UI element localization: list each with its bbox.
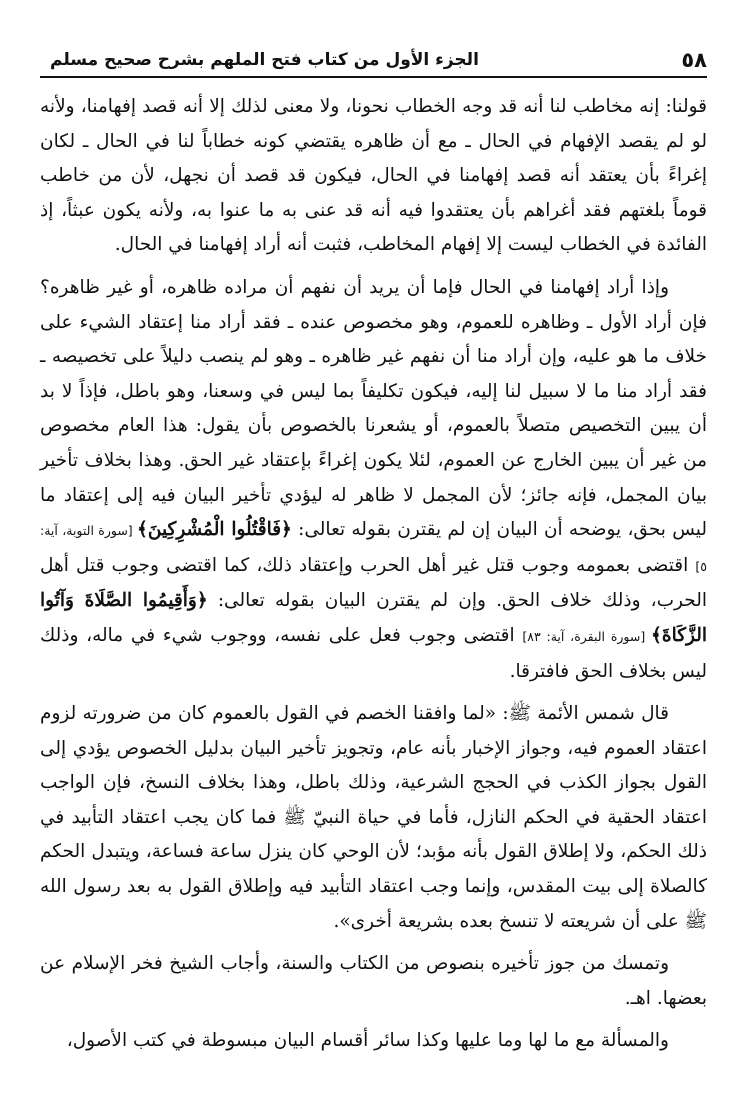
page-header xyxy=(40,42,707,78)
paragraph-5 xyxy=(40,1024,707,1059)
body-text xyxy=(40,90,707,1067)
paragraph-3-text: قال شمس الأئمة ﷺ: «لما وافقنا الخصم في القول بالعموم كان من ضرورته لزوم اعتقاد العموم فيه، وجواز الإخبار بأنه عام، وتجويز تأخير البيان بدليل الخصوص يؤدي إلى القول بجواز الكذب في الحجج الشرعية، وذلك باطل، وهذا بخلاف النسخ، فإن الواجب اعتقاد الحقية في الحكم النازل، فأما في حياة النبيّ ﷺ فما كان يجب اعتقاد التأبيد في ذلك الحكم، ولا إطلاق القول بأنه مؤبد؛ لأن الوحي كان ينزل ساعة فساعة، ويتبدل الحكم كالصلاة إلى بيت المقدس، وإنما وجب اعتقاد التأبيد فيه وإطلاق القول به بعد رسول الله ﷺ على أن شريعته لا تنسخ بعده بشريعة أخرى». xyxy=(40,703,707,932)
paragraph-2-text-c: اقتضى وجوب فعل على نفسه، ووجوب شيء في ماله، وذلك ليس بخلاف الحق فافترقا. xyxy=(40,624,707,682)
verse-citation-2: [سورة البقرة، آية: ٨٣] xyxy=(522,628,652,644)
paragraph-2 xyxy=(40,271,707,689)
paragraph-1 xyxy=(40,90,707,263)
running-title: الجزء الأول من كتاب فتح الملهم بشرح صحيح مسلم xyxy=(50,50,479,70)
quran-verse-2: ﴿وَأَقِيمُوا الصَّلَاةَ وَآتُوا الزَّكَاةَ﴾ xyxy=(40,590,707,646)
paragraph-4 xyxy=(40,947,707,1016)
quran-verse-1: ﴿فَاقْتُلُوا الْمُشْرِكِينَ﴾ xyxy=(137,519,292,541)
paragraph-1-text: قولنا: إنه مخاطب لنا أنه قد وجه الخطاب نحونا، ولا معنى لذلك إلا أنه قصد إفهامنا، ولأنه لو لم يقصد الإفهام في الحال ـ مع أن ظاهره يقتضي كونه خطاباً لنا في الحال ـ لكان إغراءً بأن يعتقد أنه قصد إفهامنا في الحال، فيكون قد قصد أن نجهل، لأن من خاطب قوماً بلغتهم فقد أغراهم بأن يعتقدوا فيه أنه قد عنى به ما عنوا به، ولأنه يكون عبثاً، إذ الفائدة في الخطاب ليست إلا إفهام المخاطب، فثبت أنه أراد إفهامنا في الحال. xyxy=(40,96,707,256)
paragraph-3 xyxy=(40,697,707,939)
paragraph-4-text: وتمسك من جوز تأخيره بنصوص من الكتاب والسنة، وأجاب الشيخ فخر الإسلام عن بعضها. اهـ. xyxy=(40,953,707,1009)
verse-citation-1: [سورة التوبة، آية: ٥] xyxy=(40,523,707,574)
page-number: ٥٨ xyxy=(681,48,707,72)
paragraph-5-text: والمسألة مع ما لها وما عليها وكذا سائر أقسام البيان مبسوطة في كتب الأصول، xyxy=(66,1030,669,1052)
paragraph-2-text-b: اقتضى بعمومه وجوب قتل غير أهل الحرب وإعتقاد ذلك، كما اقتضى وجوب قتل أهل الحرب، وذلك خلاف الحق. وإن لم يقترن البيان بقوله تعالى: xyxy=(40,554,707,612)
paragraph-2-text-a: وإذا أراد إفهامنا في الحال فإما أن يريد أن نفهم أن مراده ظاهره، أو غير ظاهره؟ فإن أراد الأول ـ وظاهره للعموم، وهو مخصوص عنده ـ فقد أراد منا إعتقاد الشيء على خلاف ما هو عليه، وإن أراد منا أن نفهم غير ظاهره ـ وهو لم ينصب دليلاً على تخصيصه ـ فقد أراد منا ما لا سبيل لنا إليه، فيكون تكليفاً بما ليس في وسعنا، وهو باطل، فإذاً لا بد أن يبين التخصيص متصلاً بالعموم، أو يشعرنا بالخصوص بأن يقول: هذا العام مخصوص من غير أن يبين الخارج عن العموم، لئلا يكون إغراءً بإعتقاد غير الحق. وهذا بخلاف تأخير بيان المجمل، فإنه جائز؛ لأن المجمل لا ظاهر له ليؤدي تأخير البيان فيه إلى إعتقاد ما ليس بحق، يوضحه أن البيان إن لم يقترن بقوله تعالى: xyxy=(40,276,707,541)
